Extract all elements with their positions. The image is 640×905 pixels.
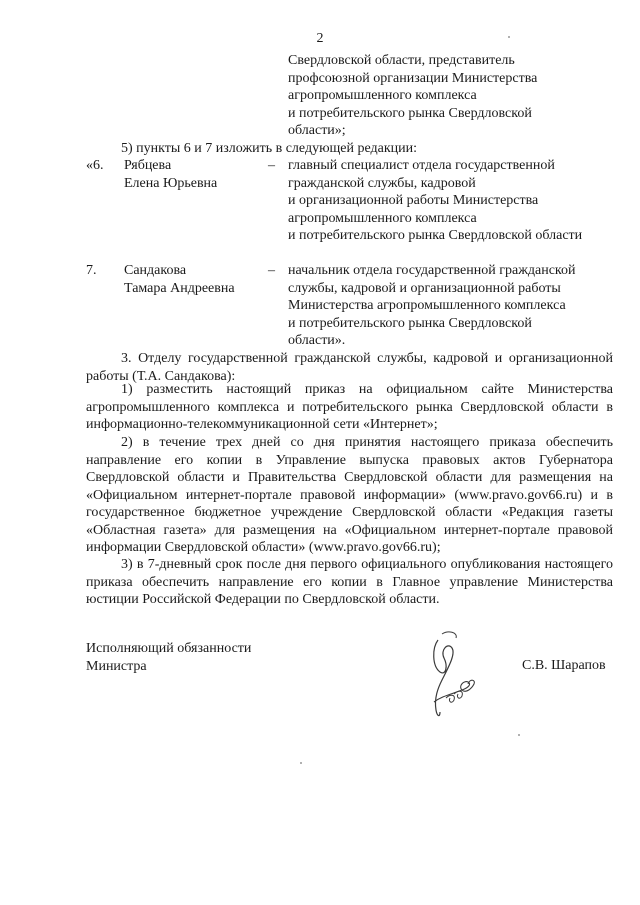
signatory-name: С.В. Шарапов bbox=[522, 658, 606, 673]
member-role: начальник отдела государственной гражданской службы, кадровой и организационной работы Министерства агропромышленного комплекса и потребительского рынка Свердловской области». bbox=[288, 263, 576, 348]
paragraph-text: 3) в 7-дневный срок после дня первого официального опубликования настоящего приказа обеспечить направление его копии в Главное управление Министерства юстиции Российской Федерации по Свердловской области. bbox=[86, 557, 613, 607]
member-name: Сандакова Тамара Андреевна bbox=[124, 263, 235, 296]
member-dash: – bbox=[268, 158, 275, 173]
signatory-position: Исполняющий обязанности Министра bbox=[86, 641, 252, 674]
member-role-continuation: Свердловской области, представитель профсоюзной организации Министерства агропромышленного комплекса и потребительского рынка Свердловской области»; bbox=[288, 53, 538, 138]
member-role: главный специалист отдела государственной гражданской службы, кадровой и организационной работы Министерства агропромышленного комплекса и потребительского рынка Свердловской области bbox=[288, 158, 583, 243]
paragraph-text: 3. Отделу государственной гражданской службы, кадровой и организационной работы (Т.А. Сандакова): bbox=[86, 351, 613, 384]
scan-speck bbox=[518, 734, 520, 736]
paragraph-3 bbox=[86, 350, 613, 385]
handwritten-signature bbox=[418, 628, 488, 723]
paragraph-3-2 bbox=[86, 434, 613, 557]
member-name: Рябцева Елена Юрьевна bbox=[124, 158, 218, 191]
item-5-intro: 5) пункты 6 и 7 изложить в следующей редакции: bbox=[121, 141, 418, 156]
scan-speck bbox=[508, 36, 510, 38]
paragraph-text: 2) в течение трех дней со дня принятия настоящего приказа обеспечить направление его копии в Управление выпуска правовых актов Губернатора Свердловской области и Правительства Свердловской области для размещения на «Официальном интернет-портале правовой информации» (www.pravo.gov66.ru) и в государственное бюджетное учреждение Свердловской области «Редакция газеты «Областная газета» для размещения на «Официальном интернет-портале правовой информации Свердловской области» (www.pravo.gov66.ru); bbox=[86, 435, 613, 555]
paragraph-text: 1) разместить настоящий приказ на официальном сайте Министерства агропромышленного комплекса и потребительского рынка Свердловской области в информационно-телекоммуникационной сети «Интернет»; bbox=[86, 382, 613, 432]
member-number: 7. bbox=[86, 263, 97, 278]
page-number: 2 bbox=[316, 31, 324, 46]
scan-speck bbox=[300, 762, 302, 764]
paragraph-3-3 bbox=[86, 556, 613, 609]
member-number: «6. bbox=[86, 158, 104, 173]
member-dash: – bbox=[268, 263, 275, 278]
paragraph-3-1 bbox=[86, 381, 613, 434]
